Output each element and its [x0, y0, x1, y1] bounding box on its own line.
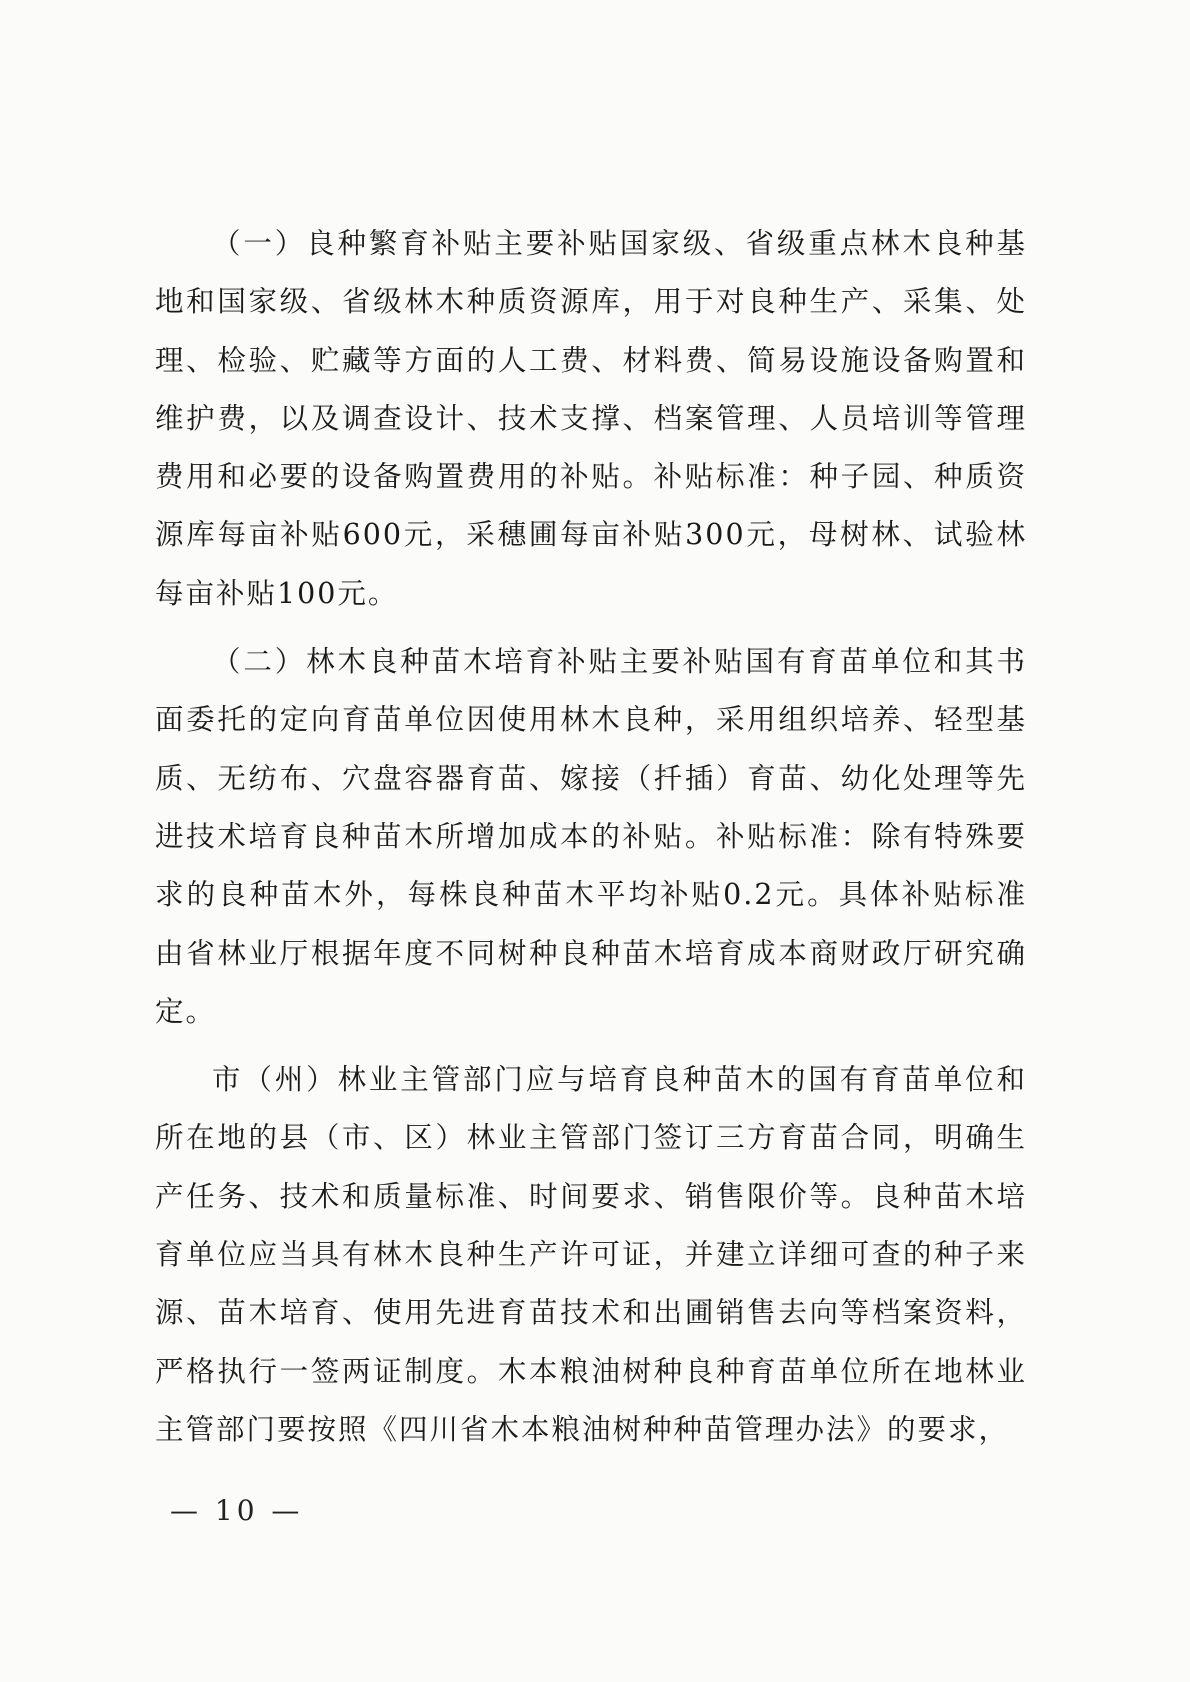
paragraph-subsidy-seedling: （二）林木良种苗木培育补贴主要补贴国有育苗单位和其书面委托的定向育苗单位因使用林木良种，采用组织培养、轻型基质、无纺布、穴盘容器育苗、嫁接（扦插）育苗、幼化处理等先进技术培育良种苗木所增加成本的补贴。补贴标准：除有特殊要求的良种苗木外，每株良种苗木平均补贴0.2元。具体补贴标准由省林业厅根据年度不同树种良种苗木培育成本商财政厅研究确定。 [155, 645, 1027, 1028]
body-text [155, 215, 1027, 1459]
paragraph-contract-requirements: 市（州）林业主管部门应与培育良种苗木的国有育苗单位和所在地的县（市、区）林业主管部门签订三方育苗合同，明确生产任务、技术和质量标准、时间要求、销售限价等。良种苗木培育单位应当具有林木良种生产许可证，并建立详细可查的种子来源、苗木培育、使用先进育苗技术和出圃销售去向等档案资料，严格执行一签两证制度。木本粮油树种良种育苗单位所在地林业主管部门要按照《四川省木本粮油树种种苗管理办法》的要求， [155, 1063, 1027, 1446]
page-number: — 10 — [170, 1494, 304, 1527]
paragraph-subsidy-breeding: （一）良种繁育补贴主要补贴国家级、省级重点林木良种基地和国家级、省级林木种质资源库，用于对良种生产、采集、处理、检验、贮藏等方面的人工费、材料费、简易设施设备购置和维护费，以及调查设计、技术支撑、档案管理、人员培训等管理费用和必要的设备购置费用的补贴。补贴标准：种子园、种质资源库每亩补贴600元，采穗圃每亩补贴300元，母树林、试验林每亩补贴100元。 [155, 227, 1027, 610]
